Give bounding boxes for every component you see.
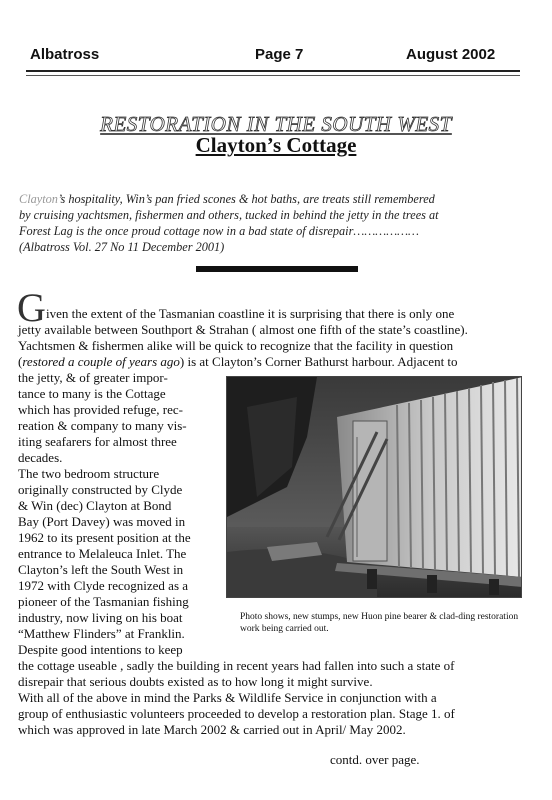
pull-quote: [19, 191, 519, 255]
quote-divider-bar: [196, 266, 358, 272]
quote-line: by cruising yachtsmen, fishermen and others, tucked in behind the jetty in the trees at: [19, 208, 439, 222]
quote-line: Forest Lag is the once proud cottage now in a bad state of disrepair………………: [19, 224, 419, 238]
body-line: entrance to Melaleuca Inlet. The: [18, 546, 187, 561]
body-line: 1962 to its present position at the: [18, 530, 191, 545]
body-line: Clayton’s left the South West in: [18, 562, 184, 577]
cottage-photo: [226, 376, 522, 598]
body-line: (restored a couple of years ago) is at Clayton’s Corner Bathurst harbour. Adjacent to: [18, 354, 458, 369]
body-line: pioneer of the Tasmanian fishing: [18, 594, 189, 609]
page-number: Page 7: [255, 46, 304, 63]
body-line: The two bedroom structure: [18, 466, 160, 481]
publication-name: Albatross: [30, 46, 100, 63]
body-line: jetty available between Southport & Strahan ( almost one fifth of the state’s coastline).: [18, 322, 468, 337]
continued-note: contd. over page.: [330, 752, 420, 767]
body-line: tance to many is the Cottage: [18, 386, 166, 401]
drop-cap: G: [17, 285, 46, 330]
body-line: reation & company to many vis-: [18, 418, 187, 433]
body-line: disrepair that serious doubts existed as to how long it might survive.: [18, 674, 373, 689]
body-line: which has provided refuge, rec-: [18, 402, 183, 417]
body-line: & Win (dec) Clayton at Bond: [18, 498, 172, 513]
section-kicker: RESTORATION IN THE SOUTH WEST: [100, 112, 452, 136]
header-rule-thin: [26, 75, 520, 76]
body-line: Despite good intentions to keep: [18, 642, 183, 657]
body-line: industry, now living on his boat: [18, 610, 183, 625]
body-line: iting seafarers for almost three: [18, 434, 177, 449]
body-line: which was approved in late March 2002 & carried out in April/ May 2002.: [18, 722, 406, 737]
article-title: Clayton’s Cottage: [195, 133, 357, 157]
issue-date: August 2002: [406, 46, 496, 63]
body-line: group of enthusiastic volunteers proceeded to develop a restoration plan. Stage 1. of: [18, 706, 455, 721]
body-line: the jetty, & of greater impor-: [18, 370, 168, 385]
body-line: originally constructed by Clyde: [18, 482, 183, 497]
quote-line: ’s hospitality, Win’s pan fried scones & hot baths, are treats still remembered: [57, 192, 435, 206]
body-line: the cottage useable , sadly the building in recent years had fallen into such a state of: [18, 658, 455, 673]
quote-lead: Clayton: [19, 192, 58, 206]
header-rule: [26, 70, 520, 72]
photo-caption: Photo shows, new stumps, new Huon pine bearer & clad-ding restoration work being carried out.: [240, 612, 519, 634]
body-line: With all of the above in mind the Parks & Wildlife Service in conjunction with a: [18, 690, 437, 705]
body-line: decades.: [18, 450, 63, 465]
body-line: Yachtsmen & fishermen alike will be quick to recognize that the facility in question: [18, 338, 454, 353]
body-line: Bay (Port Davey) was moved in: [18, 514, 186, 529]
body-line-italic: restored a couple of years ago: [22, 354, 180, 369]
body-line: iven the extent of the Tasmanian coastline it is surprising that there is only one: [46, 306, 455, 321]
body-line: 1972 with Clyde recognized as a: [18, 578, 189, 593]
quote-citation: (Albatross Vol. 27 No 11 December 2001): [19, 240, 225, 254]
body-line: “Matthew Flinders” at Franklin.: [18, 626, 185, 641]
